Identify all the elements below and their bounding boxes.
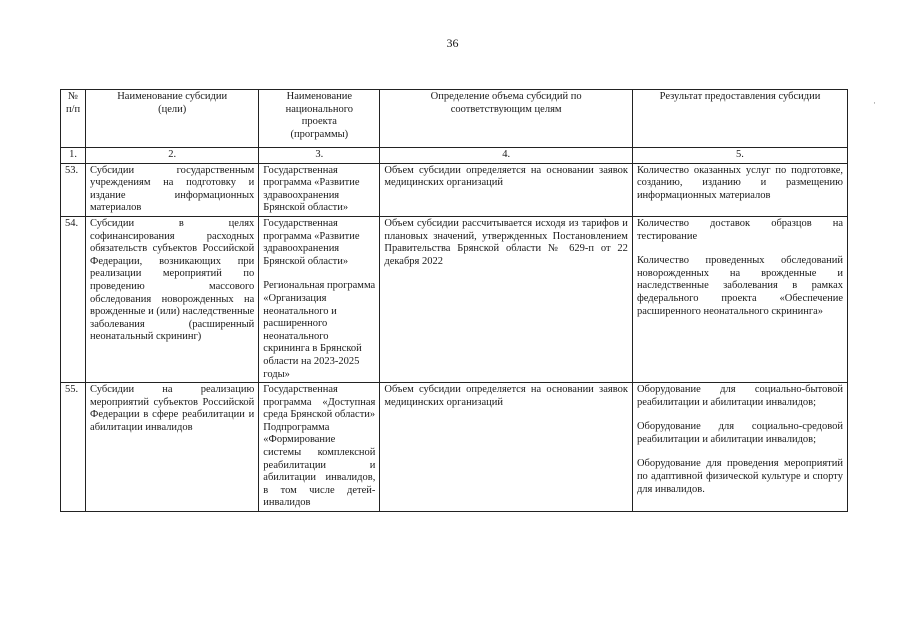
column-number: 1. bbox=[61, 148, 86, 164]
row-number: 55. bbox=[61, 383, 86, 512]
header-result: Результат предоставления субсидии bbox=[632, 90, 847, 148]
header-volume-definition: Определение объема субсидий по соответствующим целям bbox=[380, 90, 633, 148]
column-number: 3. bbox=[259, 148, 380, 164]
subsidy-name: Субсидии на реализацию мероприятий субъектов Российской Федерации в сфере реабилитации и абилитации инвалидов bbox=[86, 383, 259, 512]
volume-definition: Объем субсидии определяется на основании заявок медицинских организаций bbox=[380, 163, 633, 216]
row-number: 53. bbox=[61, 163, 86, 216]
program-cell bbox=[259, 216, 380, 382]
result-item: Количество доставок образцов на тестирование bbox=[636, 217, 843, 242]
result-item: Количество оказанных услуг по подготовке, созданию, изданию и размещению информационных материалов bbox=[636, 164, 843, 201]
volume-definition: Объем субсидии рассчитывается исходя из тарифов и плановых значений, утвержденных Постановлением Правительства Брянской области № 629-п от 22 декабря 2022 bbox=[380, 216, 633, 382]
program-name: Региональная программа «Организация неонатального и расширенного неонатального скрининга в Брянской области на 2023-2025 годы» bbox=[263, 280, 376, 380]
program-cell bbox=[259, 163, 380, 216]
column-number: 2. bbox=[86, 148, 259, 164]
result-cell bbox=[632, 383, 847, 512]
result-item: Количество проведенных обследований новорожденных на врожденные и наследственные заболевания в рамках федерального проекта «Обеспечение расширенного неонатального скрининга» bbox=[636, 255, 843, 317]
row-number: 54. bbox=[61, 216, 86, 382]
program-name: Подпрограмма «Формирование системы комплексной реабилитации и абилитации инвалидов, в том числе детей-инвалидов bbox=[263, 421, 376, 509]
subsidy-name: Субсидии в целях софинансирования расходных обязательств субъектов Российской Федерации, возникающих при реализации мероприятий по проведению массового обследования новорожденных на врожденные и (или) наследственные заболевания (расширенный неонатальный скрининг) bbox=[86, 216, 259, 382]
subsidy-name: Субсидии государственным учреждениям на подготовку и издание информационных материалов bbox=[86, 163, 259, 216]
result-item: Оборудование для проведения мероприятий по адаптивной физической культуре и спорту для инвалидов. bbox=[636, 458, 843, 495]
margin-mark: · bbox=[873, 98, 876, 108]
column-number: 4. bbox=[380, 148, 633, 164]
table-row bbox=[61, 383, 848, 512]
result-item: Оборудование для социально-средовой реабилитации и абилитации инвалидов; bbox=[636, 421, 843, 445]
result-item: Оборудование для социально-бытовой реабилитации и абилитации инвалидов; bbox=[636, 384, 843, 408]
header-national-project: Наименование национального проекта (программы) bbox=[259, 90, 380, 148]
program-name: Государственная программа «Развитие здравоохранения Брянской области» bbox=[263, 217, 360, 267]
table-header-row bbox=[61, 90, 848, 148]
result-cell bbox=[632, 163, 847, 216]
header-number: № п/п bbox=[61, 90, 86, 148]
subsidies-table bbox=[60, 89, 848, 512]
program-name: Государственная программа «Доступная среда Брянской области» bbox=[263, 384, 376, 421]
column-number-row bbox=[61, 148, 848, 164]
table-row bbox=[61, 163, 848, 216]
program-name: Государственная программа «Развитие здравоохранения Брянской области» bbox=[263, 164, 360, 214]
column-number: 5. bbox=[632, 148, 847, 164]
table-row bbox=[61, 216, 848, 382]
program-cell bbox=[259, 383, 380, 512]
result-cell bbox=[632, 216, 847, 382]
volume-definition: Объем субсидии определяется на основании заявок медицинских организаций bbox=[380, 383, 633, 512]
header-subsidy-name: Наименование субсидии (цели) bbox=[86, 90, 259, 148]
page-number: 36 bbox=[446, 36, 459, 50]
